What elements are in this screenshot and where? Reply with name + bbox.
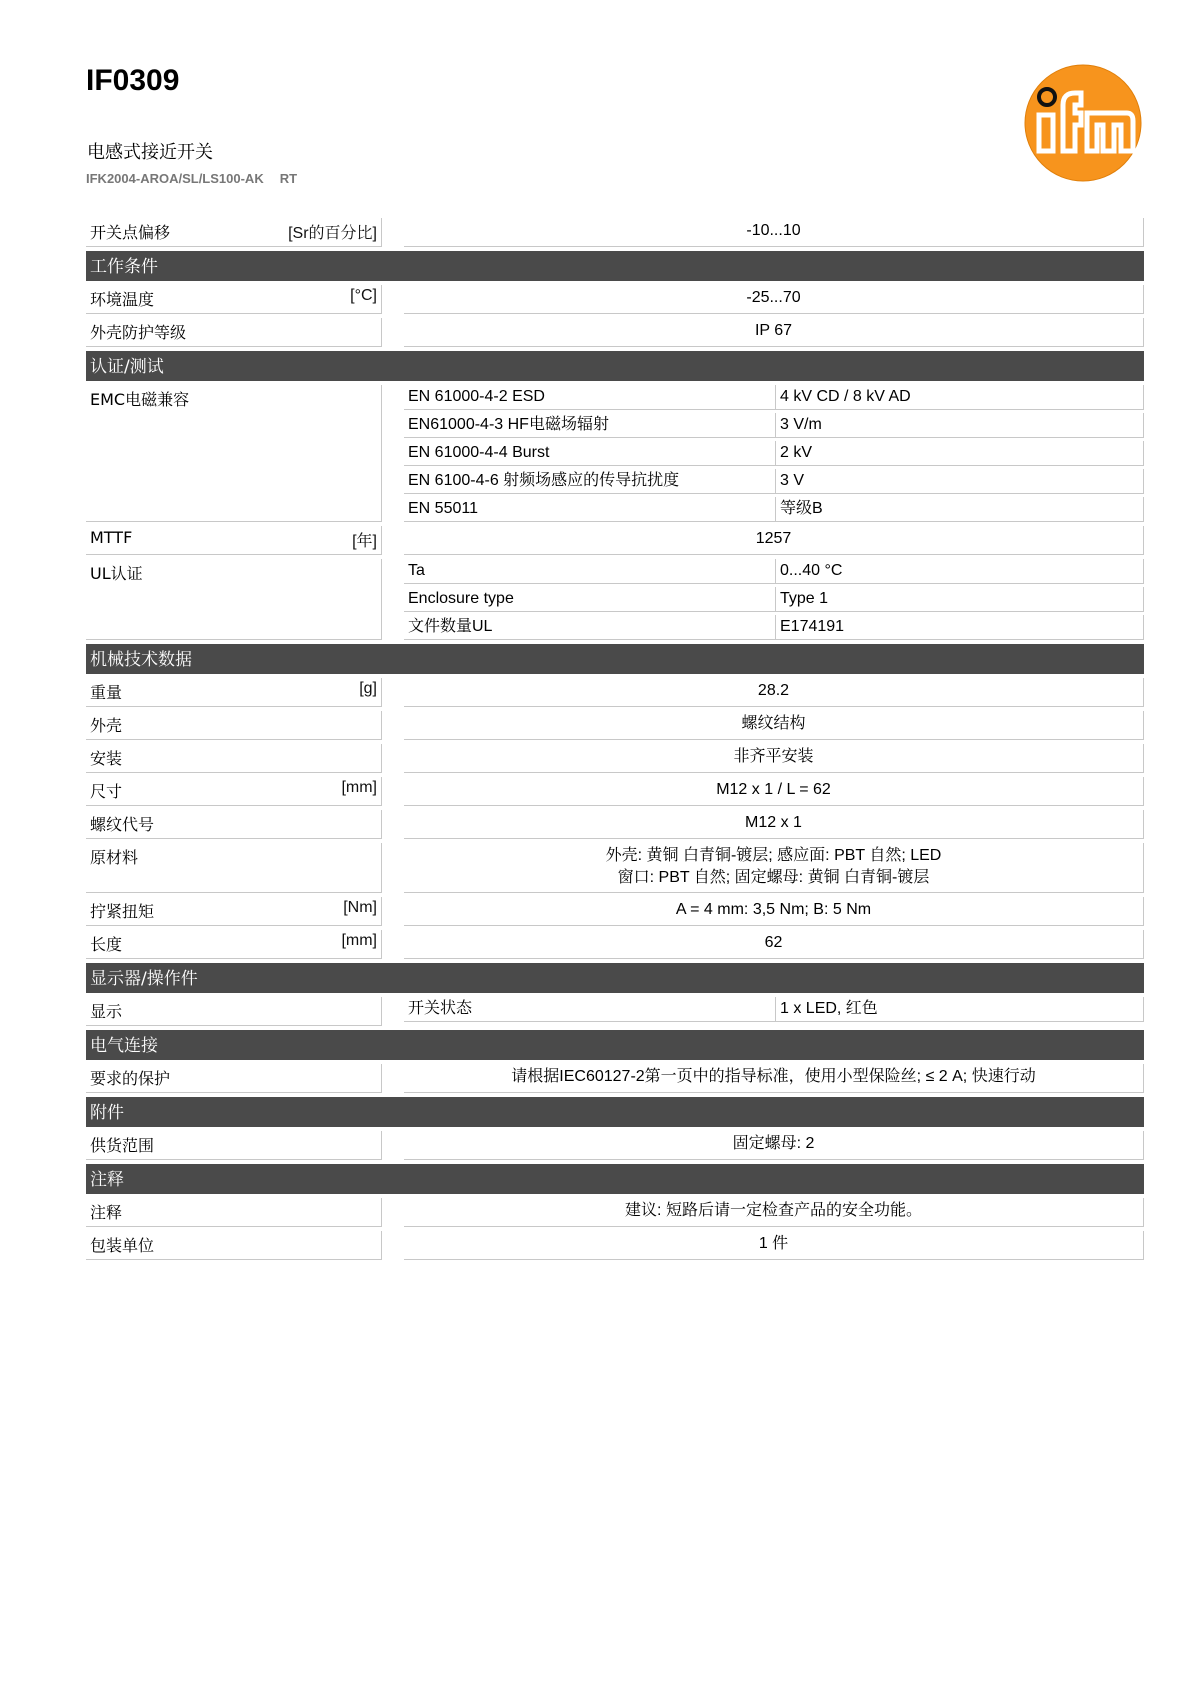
model-code: IFK2004-AROA/SL/LS100-AK xyxy=(86,171,264,186)
ul-subrow xyxy=(404,559,1144,584)
row-unit: [年] xyxy=(352,533,377,550)
row-value: 螺纹结构 xyxy=(404,711,1144,740)
ul-subrow xyxy=(404,615,1144,640)
row-value: 62 xyxy=(404,930,1144,959)
dimensions-row xyxy=(86,777,1144,806)
section-header-notes: 注释 xyxy=(86,1164,1144,1194)
row-value: 建议: 短路后请一定检查产品的安全功能。 xyxy=(404,1198,1144,1227)
required-protection-row xyxy=(86,1064,1144,1093)
sub-key: 文件数量UL xyxy=(404,615,776,640)
row-label: 拧紧扭矩 xyxy=(90,902,155,921)
section-header-work: 工作条件 xyxy=(86,251,1144,281)
row-label: 供货范围 xyxy=(90,1136,155,1155)
display-subrow xyxy=(404,997,1144,1022)
sub-key: 开关状态 xyxy=(404,997,776,1022)
row-label: 环境温度 xyxy=(90,290,155,309)
emc-subrow xyxy=(404,441,1144,466)
switch-point-drift-row xyxy=(86,218,1144,247)
row-label: 注释 xyxy=(90,1203,123,1222)
product-title: IF0309 xyxy=(86,64,180,97)
emc-subrow xyxy=(404,385,1144,410)
row-unit: [Sr的百分比] xyxy=(288,225,377,242)
row-unit: [°C] xyxy=(350,287,377,304)
row-label: 外壳 xyxy=(90,716,123,735)
packing-unit-row xyxy=(86,1231,1144,1260)
row-value: -25...70 xyxy=(404,285,1144,314)
torque-row xyxy=(86,897,1144,926)
section-header-mech: 机械技术数据 xyxy=(86,644,1144,674)
ul-row xyxy=(86,559,1144,640)
sub-key: EN 61000-4-4 Burst xyxy=(404,441,776,466)
sub-key: Enclosure type xyxy=(404,587,776,612)
emc-subrow xyxy=(404,413,1144,438)
display-row xyxy=(86,997,1144,1026)
materials-line-2: 窗口: PBT 自然; 固定螺母: 黄铜 白青铜-镀层 xyxy=(617,869,930,886)
row-label: EMC电磁兼容 xyxy=(90,390,190,409)
product-subtitle: 电感式接近开关 xyxy=(87,142,213,163)
emc-subrow xyxy=(404,469,1144,494)
weight-row xyxy=(86,678,1144,707)
row-label: 长度 xyxy=(90,935,123,954)
emc-row xyxy=(86,385,1144,522)
sub-key: EN 61000-4-2 ESD xyxy=(404,385,776,410)
row-value: A = 4 mm: 3,5 Nm; B: 5 Nm xyxy=(404,897,1144,926)
sub-value: 3 V xyxy=(776,469,1144,494)
row-label: 要求的保护 xyxy=(90,1069,171,1088)
emc-subrow xyxy=(404,497,1144,522)
row-value: 非齐平安装 xyxy=(404,744,1144,773)
sub-value: 4 kV CD / 8 kV AD xyxy=(776,385,1144,410)
length-row xyxy=(86,930,1144,959)
section-header-cert: 认证/测试 xyxy=(86,351,1144,381)
thread-row xyxy=(86,810,1144,839)
datasheet xyxy=(86,218,1144,1260)
sub-key: Ta xyxy=(404,559,776,584)
row-label: 重量 xyxy=(90,683,123,702)
row-value: M12 x 1 / L = 62 xyxy=(404,777,1144,806)
model-suffix: RT xyxy=(279,171,298,186)
note-row xyxy=(86,1198,1144,1227)
row-value: -10...10 xyxy=(404,218,1144,247)
sub-key: EN 55011 xyxy=(404,497,776,522)
row-value: 1 件 xyxy=(404,1231,1144,1260)
row-unit: [Nm] xyxy=(343,899,377,916)
row-label: 开关点偏移 xyxy=(90,223,171,242)
scope-of-supply-row xyxy=(86,1131,1144,1160)
materials-row xyxy=(86,843,1144,893)
section-header-display: 显示器/操作件 xyxy=(86,963,1144,993)
row-value: 28.2 xyxy=(404,678,1144,707)
sub-value: 3 V/m xyxy=(776,413,1144,438)
section-header-accessories: 附件 xyxy=(86,1097,1144,1127)
sub-value: 2 kV xyxy=(776,441,1144,466)
display-subtable xyxy=(404,997,1144,1026)
row-label: 外壳防护等级 xyxy=(90,323,187,342)
row-label: 尺寸 xyxy=(90,782,123,801)
model-number xyxy=(86,171,297,186)
sub-value: E174191 xyxy=(776,615,1144,640)
row-unit: [mm] xyxy=(341,932,377,949)
row-label: 螺纹代号 xyxy=(90,815,155,834)
row-unit: [g] xyxy=(359,680,377,697)
ul-subtable xyxy=(404,559,1144,640)
ambient-temperature-row xyxy=(86,285,1144,314)
row-label: 显示 xyxy=(90,1002,123,1021)
sub-value: 等级B xyxy=(776,497,1144,522)
row-label: 安装 xyxy=(90,749,123,768)
row-value xyxy=(404,843,1144,893)
sub-value: Type 1 xyxy=(776,587,1144,612)
ifm-logo xyxy=(1023,63,1143,183)
emc-subtable xyxy=(404,385,1144,522)
mttf-row xyxy=(86,526,1144,555)
sub-value: 0...40 °C xyxy=(776,559,1144,584)
row-label: 包装单位 xyxy=(90,1236,155,1255)
sub-key: EN 6100-4-6 射频场感应的传导抗扰度 xyxy=(404,469,776,494)
row-label: 原材料 xyxy=(90,848,139,867)
sub-value: 1 x LED, 红色 xyxy=(776,997,1144,1022)
row-value: 固定螺母: 2 xyxy=(404,1131,1144,1160)
protection-rating-row xyxy=(86,318,1144,347)
row-label: MTTF xyxy=(90,528,133,547)
mounting-row xyxy=(86,744,1144,773)
row-value: 请根据IEC60127-2第一页中的指导标准，使用小型保险丝; ≤ 2 A; 快速行动 xyxy=(404,1064,1144,1093)
row-value: M12 x 1 xyxy=(404,810,1144,839)
ul-subrow xyxy=(404,587,1144,612)
row-label: UL认证 xyxy=(90,564,143,583)
row-value: IP 67 xyxy=(404,318,1144,347)
materials-line-1: 外壳: 黄铜 白青铜-镀层; 感应面: PBT 自然; LED xyxy=(605,847,942,864)
row-value: 1257 xyxy=(404,526,1144,555)
section-header-electrical: 电气连接 xyxy=(86,1030,1144,1060)
housing-row xyxy=(86,711,1144,740)
row-unit: [mm] xyxy=(341,779,377,796)
sub-key: EN61000-4-3 HF电磁场辐射 xyxy=(404,413,776,438)
